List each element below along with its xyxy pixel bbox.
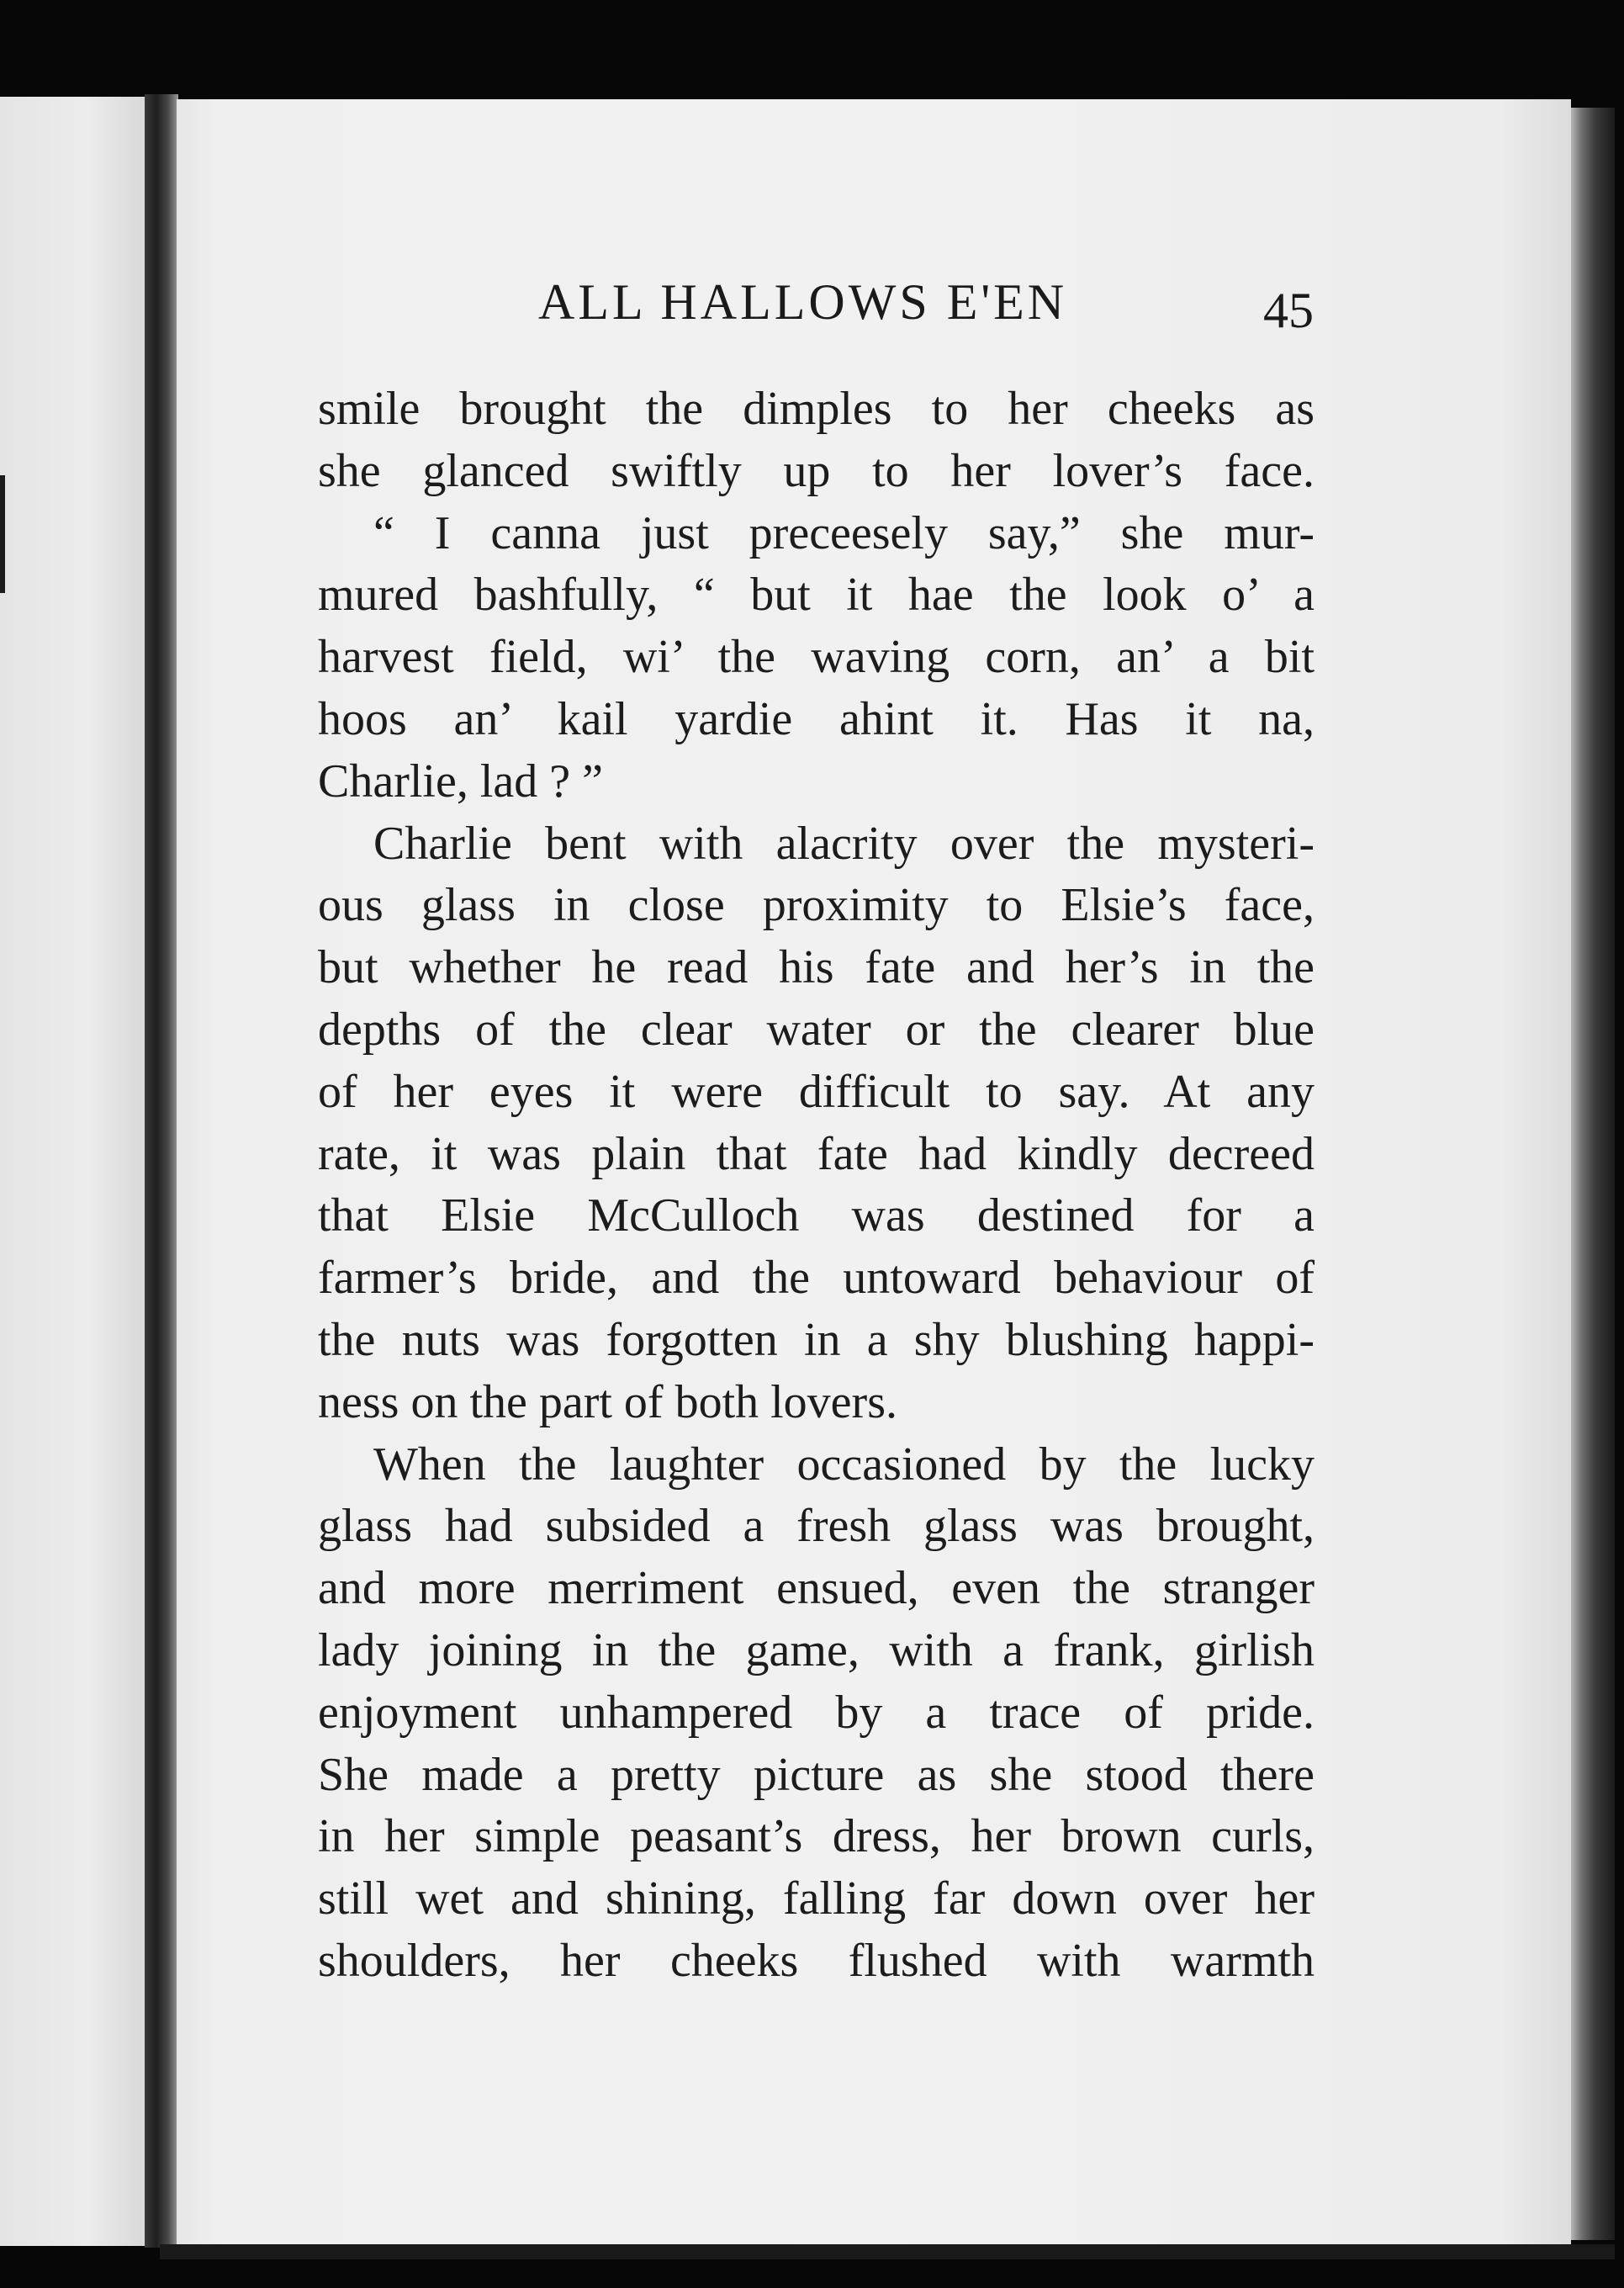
text-line: farmer’s bride, and the untoward behaviour of	[318, 1252, 1315, 1305]
page-number: 45	[1263, 283, 1314, 338]
text-line: in her simple peasant’s dress, her brown curls,	[318, 1810, 1315, 1863]
text-line: ness on the part of both lovers.	[318, 1375, 897, 1428]
text-line: ous glass in close proximity to Elsie’s face,	[318, 879, 1315, 932]
text-line: lady joining in the game, with a frank, girlish	[318, 1623, 1315, 1676]
text-line: smile brought the dimples to her cheeks as	[318, 383, 1315, 435]
text-line: that Elsie McCulloch was destined for a	[318, 1189, 1315, 1242]
text-line: still wet and shining, falling far down over her	[318, 1872, 1315, 1925]
page-bottom-shadow	[160, 2244, 1615, 2259]
text-line: “ I canna just preceesely say,” she mur-	[373, 506, 1315, 559]
text-line: she glanced swiftly up to her lover’s face.	[318, 444, 1315, 497]
text-line: enjoyment unhampered by a trace of pride.	[318, 1686, 1315, 1739]
running-head: ALL HALLOWS E'EN	[538, 274, 1068, 330]
text-line: glass had subsided a fresh glass was brought,	[318, 1500, 1315, 1553]
text-line: Charlie bent with alacrity over the mysteri-	[373, 817, 1315, 870]
text-line: mured bashfully, “ but it hae the look o’ a	[318, 569, 1315, 622]
text-line: harvest field, wi’ the waving corn, an’ a bit	[318, 631, 1315, 684]
book-binding-edge	[145, 94, 178, 2248]
text-line: but whether he read his fate and her’s in the	[318, 941, 1315, 994]
facing-page-mark	[0, 475, 5, 593]
facing-page-edge	[0, 97, 145, 2246]
text-line: Charlie, lad ? ”	[318, 755, 603, 808]
body-text	[318, 379, 1315, 1993]
text-line: rate, it was plain that fate had kindly decreed	[318, 1127, 1315, 1180]
text-line: the nuts was forgotten in a shy blushing happi-	[318, 1313, 1315, 1366]
text-line: of her eyes it were difficult to say. At any	[318, 1065, 1315, 1118]
text-line: When the laughter occasioned by the lucky	[373, 1438, 1315, 1491]
text-line: She made a pretty picture as she stood there	[318, 1748, 1315, 1801]
text-line: hoos an’ kail yardie ahint it. Has it na,	[318, 692, 1315, 745]
text-line: and more merriment ensued, even the stranger	[318, 1562, 1315, 1615]
text-line: shoulders, her cheeks flushed with warmth	[318, 1934, 1315, 1987]
text-line: depths of the clear water or the clearer blue	[318, 1003, 1315, 1056]
page-fore-edge	[1571, 108, 1615, 2240]
